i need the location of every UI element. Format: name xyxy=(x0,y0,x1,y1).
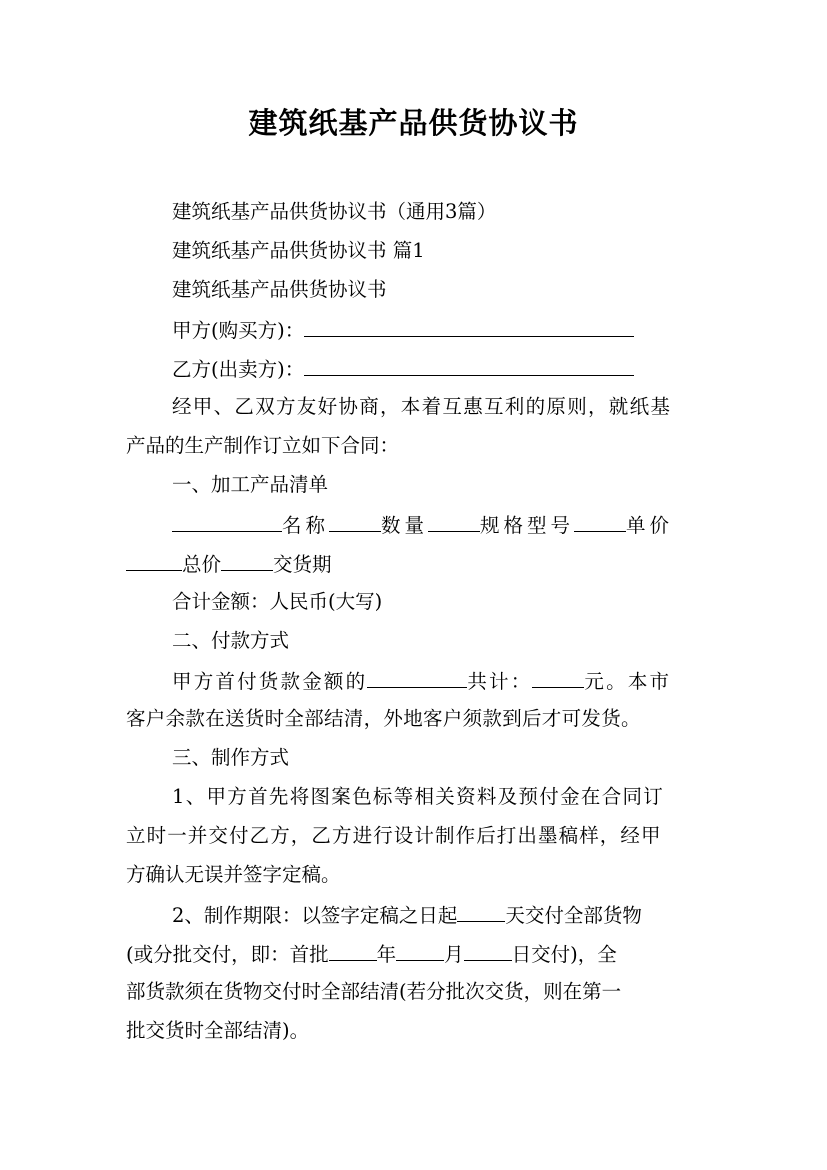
payment-line-2: 客户余款在送货时全部结清，外地客户须款到后才可发货。 xyxy=(126,707,641,730)
party-a-blank xyxy=(304,315,634,337)
total-price-label: 总价 xyxy=(182,553,222,576)
day-blank xyxy=(464,939,512,961)
payment-total-label: 共计： xyxy=(467,670,533,693)
contract-title: 建筑纸基产品供货协议书 xyxy=(172,278,387,301)
party-b-label: 乙方(出卖方)： xyxy=(172,358,305,381)
delivery-label: 交货期 xyxy=(273,553,332,576)
intro-line-2: 产品的生产制作订立如下合同： xyxy=(126,434,400,457)
total-price-blank xyxy=(221,549,273,571)
item-1-line-3: 方确认无误并签字定稿。 xyxy=(126,863,341,886)
party-b-blank xyxy=(304,354,634,376)
article-heading: 建筑纸基产品供货协议书 篇1 xyxy=(172,239,425,262)
party-b-line xyxy=(172,354,634,384)
section-2-heading: 二、付款方式 xyxy=(172,629,290,652)
item-2-suffix: 天交付全部货物 xyxy=(505,904,642,927)
item-1-line-2: 立时一并交付乙方，乙方进行设计制作后打出墨稿样，经甲 xyxy=(126,824,662,847)
document-title: 建筑纸基产品供货协议书 xyxy=(248,106,579,140)
item-2-line-1 xyxy=(172,900,642,930)
item-1-line-1: 1、甲方首先将图案色标等相关资料及预付金在合同订 xyxy=(172,785,665,808)
party-a-label: 甲方(购买方)： xyxy=(172,319,305,342)
product-blank xyxy=(172,510,282,532)
total-amount: 合计金额：人民币(大写) xyxy=(172,590,383,613)
section-1-heading: 一、加工产品清单 xyxy=(172,473,329,496)
payment-prefix: 甲方首付货款金额的 xyxy=(172,670,368,693)
section-3-heading: 三、制作方式 xyxy=(172,746,290,769)
spec-blank xyxy=(574,510,626,532)
quantity-label: 数量 xyxy=(381,514,429,537)
item-2-prefix: 2、制作期限：以签字定稿之日起 xyxy=(172,904,458,927)
payment-yuan-blank xyxy=(532,666,584,688)
item-2-line-2 xyxy=(126,939,617,969)
unit-price-blank xyxy=(126,549,182,571)
document-subtitle: 建筑纸基产品供货协议书（通用3篇） xyxy=(172,200,497,223)
days-blank xyxy=(457,900,505,922)
product-list-line-2 xyxy=(126,549,332,579)
name-label: 名称 xyxy=(282,514,330,537)
payment-percent-blank xyxy=(367,666,467,688)
name-blank xyxy=(329,510,381,532)
payment-line-1 xyxy=(172,666,671,696)
product-list-line-1 xyxy=(172,510,673,540)
first-batch-label: (或分批交付，即：首批 xyxy=(126,943,329,966)
item-2-line-3: 部货款须在货物交付时全部结清(若分批次交货，则在第一 xyxy=(126,980,622,1003)
unit-price-label: 单价 xyxy=(626,514,674,537)
intro-line-1: 经甲、乙双方友好协商，本着互惠互利的原则，就纸基 xyxy=(172,395,672,418)
year-blank xyxy=(329,939,377,961)
spec-label: 规格型号 xyxy=(480,514,575,537)
month-blank xyxy=(396,939,444,961)
day-suffix: 日交付)，全 xyxy=(511,943,617,966)
year-label: 年 xyxy=(376,943,397,966)
party-a-line xyxy=(172,315,634,345)
quantity-blank xyxy=(428,510,480,532)
item-2-line-4: 批交货时全部结清)。 xyxy=(126,1019,310,1042)
month-label: 月 xyxy=(444,943,464,966)
payment-yuan-suffix: 元。本市 xyxy=(584,670,672,693)
